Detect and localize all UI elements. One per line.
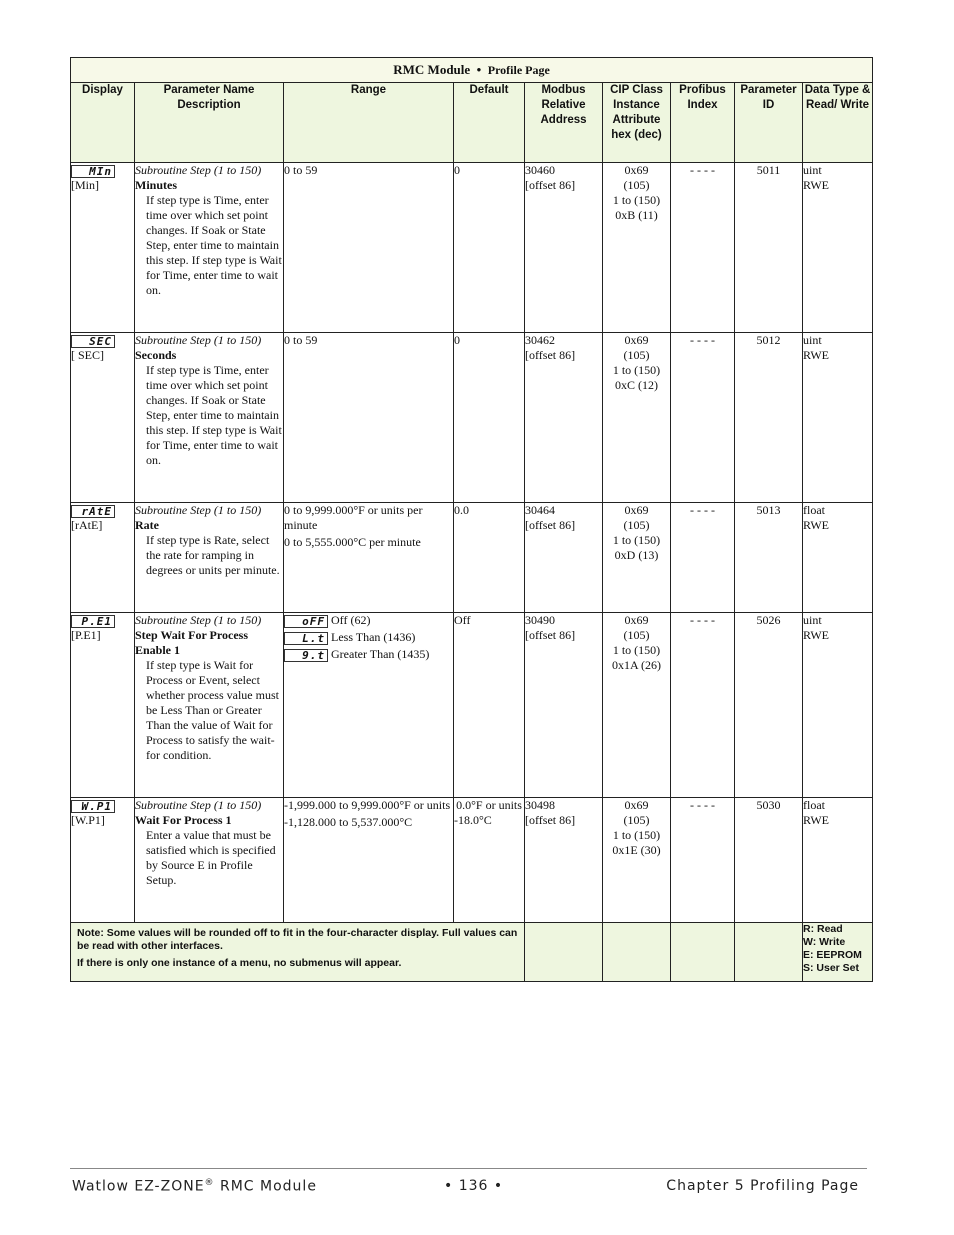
- cip-attribute: 0x1E (30): [612, 843, 661, 857]
- profibus-index: - - - -: [690, 613, 715, 627]
- footer-product: RMC Module: [214, 1178, 317, 1195]
- table-row: [71, 503, 873, 613]
- data-type: uint: [803, 613, 822, 627]
- modbus-offset: [offset 86]: [525, 628, 576, 642]
- lcd-option-icon: oFF: [284, 615, 328, 628]
- display-code: [P.E1]: [71, 628, 101, 642]
- param-description: If step type is Rate, select the rate for ramping in degrees or units per minute.: [146, 533, 280, 577]
- cip-attribute: 0x1A (26): [612, 658, 661, 672]
- param-name: Minutes: [135, 178, 177, 192]
- cip-instance: 1 to (150): [612, 643, 661, 657]
- range-value: 0 to 9,999.000°F or units per minute: [284, 503, 423, 532]
- footer-chapter: Chapter 5 Profiling Page: [666, 1178, 859, 1194]
- header-name: Parameter Name Description: [135, 83, 284, 163]
- table-row: [71, 163, 873, 333]
- data-type: uint: [803, 163, 822, 177]
- param-name: Seconds: [135, 348, 177, 362]
- note-empty-cell: [525, 923, 603, 982]
- parameter-table: [70, 57, 873, 982]
- option-label: Greater Than (1435): [331, 647, 430, 661]
- param-name: Wait For Process 1: [135, 813, 232, 827]
- range-option: [284, 613, 453, 628]
- header-default: Default: [454, 83, 525, 163]
- read-write: RWE: [803, 813, 829, 827]
- parameter-id: 5011: [756, 163, 781, 177]
- cip-class: 0x69: [624, 163, 649, 177]
- read-write: RWE: [803, 178, 829, 192]
- table-subtitle: Profile Page: [487, 63, 550, 77]
- header-display: Display: [71, 83, 135, 163]
- cip-class-dec: (105): [623, 518, 650, 532]
- modbus-offset: [offset 86]: [525, 178, 576, 192]
- default-value: 0.0: [454, 503, 469, 517]
- param-context: Subroutine Step (1 to 150): [135, 798, 262, 812]
- table-row: [71, 613, 873, 798]
- parameter-id: 5030: [756, 798, 781, 812]
- param-name: Step Wait For Process Enable 1: [135, 628, 248, 657]
- cip-class-dec: (105): [623, 628, 650, 642]
- range-option: [284, 630, 453, 645]
- table-row: [71, 798, 873, 923]
- rwe-legend: [803, 923, 873, 982]
- param-name: Rate: [135, 518, 159, 532]
- read-write: RWE: [803, 348, 829, 362]
- data-type: uint: [803, 333, 822, 347]
- modbus-address: 30464: [525, 503, 555, 517]
- modbus-address: 30490: [525, 613, 555, 627]
- cip-class: 0x69: [624, 613, 649, 627]
- registered-mark: ®: [204, 1178, 215, 1188]
- cip-attribute: 0xB (11): [615, 208, 658, 222]
- note-empty-cell: [603, 923, 671, 982]
- header-profibus: Profibus Index: [671, 83, 735, 163]
- page-number: • 136 •: [444, 1178, 504, 1194]
- cip-attribute: 0xC (12): [615, 378, 658, 392]
- title-separator: •: [476, 62, 482, 77]
- header-data-type: Data Type & Read/ Write: [803, 83, 873, 163]
- data-type: float: [803, 503, 825, 517]
- param-context: Subroutine Step (1 to 150): [135, 613, 262, 627]
- param-description: Enter a value that must be satisfied which is specified by Source E in Profile Setup.: [146, 828, 276, 887]
- lcd-option-icon: 9.t: [284, 649, 328, 662]
- lcd-display-icon: W.P1: [71, 800, 115, 813]
- param-context: Subroutine Step (1 to 150): [135, 163, 262, 177]
- param-context: Subroutine Step (1 to 150): [135, 333, 262, 347]
- cip-instance: 1 to (150): [612, 828, 661, 842]
- cip-class-dec: (105): [623, 348, 650, 362]
- range-value-celsius: 0 to 5,555.000°C per minute: [284, 535, 421, 549]
- legend-item: E: EEPROM: [803, 949, 862, 961]
- note-empty-cell: [735, 923, 803, 982]
- cip-class-dec: (105): [623, 178, 650, 192]
- footer-brand-name: Watlow EZ-ZONE: [72, 1178, 205, 1195]
- range-option: [284, 647, 453, 662]
- range-value-celsius: -1,128.000 to 5,537.000°C: [284, 815, 413, 829]
- modbus-address: 30462: [525, 333, 555, 347]
- legend-item: W: Write: [803, 936, 846, 948]
- profibus-index: - - - -: [690, 333, 715, 347]
- header-range: Range: [284, 83, 454, 163]
- cip-class-dec: (105): [623, 813, 650, 827]
- display-code: [W.P1]: [71, 813, 105, 827]
- note-rounding: Note: Some values will be rounded off to fit in the four-character display. Full values can be read with other interfaces.: [77, 927, 518, 952]
- option-label: Less Than (1436): [331, 630, 416, 644]
- cip-instance: 1 to (150): [612, 363, 661, 377]
- header-modbus: Modbus Relative Address: [525, 83, 603, 163]
- parameter-id: 5013: [756, 503, 781, 517]
- param-description: If step type is Time, enter time over which set point changes. If Soak or State Step, enter time to maintain this step. If step type is Wait for Time, enter time to wait on.: [146, 193, 282, 297]
- cip-class: 0x69: [624, 503, 649, 517]
- param-context: Subroutine Step (1 to 150): [135, 503, 262, 517]
- table-title-text: RMC Module: [393, 62, 471, 77]
- param-description: If step type is Wait for Process or Event, select whether process value must be Less Than or Greater Than the value of Wait for Process to satisfy the wait-for condition.: [146, 658, 279, 762]
- range-value: 0 to 59: [284, 163, 318, 177]
- lcd-display-icon: rAtE: [71, 505, 115, 518]
- default-value: 0: [454, 333, 460, 347]
- lcd-option-icon: L.t: [284, 632, 328, 645]
- option-label: Off (62): [331, 613, 371, 627]
- param-description: If step type is Time, enter time over which set point changes. If Soak or State Step, enter time to maintain this step. If step type is Wait for Time, enter time to wait on.: [146, 363, 282, 467]
- cip-class: 0x69: [624, 333, 649, 347]
- display-code: [rAtE]: [71, 518, 103, 532]
- modbus-offset: [offset 86]: [525, 813, 576, 827]
- default-value-celsius: -18.0°C: [454, 813, 492, 827]
- lcd-display-icon: P.E1: [71, 615, 115, 628]
- modbus-address: 30498: [525, 798, 555, 812]
- parameter-id: 5026: [756, 613, 781, 627]
- display-code: [ SEC]: [71, 348, 104, 362]
- profibus-index: - - - -: [690, 163, 715, 177]
- note-submenus: If there is only one instance of a menu, no submenus will appear.: [77, 957, 402, 969]
- header-row: [71, 83, 873, 163]
- cip-class: 0x69: [624, 798, 649, 812]
- profibus-index: - - - -: [690, 503, 715, 517]
- read-write: RWE: [803, 518, 829, 532]
- read-write: RWE: [803, 628, 829, 642]
- default-value: Off: [454, 613, 471, 627]
- cip-instance: 1 to (150): [612, 193, 661, 207]
- note-row: [71, 923, 873, 982]
- table-row: [71, 333, 873, 503]
- cip-instance: 1 to (150): [612, 533, 661, 547]
- modbus-offset: [offset 86]: [525, 518, 576, 532]
- legend-item: S: User Set: [803, 962, 860, 974]
- display-code: [Min]: [71, 178, 99, 192]
- lcd-display-icon: MIn: [71, 165, 115, 178]
- range-value: 0 to 59: [284, 333, 318, 347]
- cip-attribute: 0xD (13): [614, 548, 659, 562]
- range-value: -1,999.000 to 9,999.000°F or units: [284, 798, 451, 812]
- table-title: [71, 58, 873, 83]
- default-value: 0.0°F or units: [456, 798, 522, 812]
- footer-brand: [72, 1178, 317, 1195]
- header-param-id: Parameter ID: [735, 83, 803, 163]
- modbus-address: 30460: [525, 163, 555, 177]
- page-footer: [70, 1168, 867, 1195]
- lcd-display-icon: SEC: [71, 335, 115, 348]
- profibus-index: - - - -: [690, 798, 715, 812]
- note-empty-cell: [671, 923, 735, 982]
- legend-item: R: Read: [803, 923, 843, 935]
- data-type: float: [803, 798, 825, 812]
- default-value: 0: [454, 163, 460, 177]
- parameter-id: 5012: [756, 333, 781, 347]
- modbus-offset: [offset 86]: [525, 348, 576, 362]
- header-cip: CIP Class Instance Attribute hex (dec): [603, 83, 671, 163]
